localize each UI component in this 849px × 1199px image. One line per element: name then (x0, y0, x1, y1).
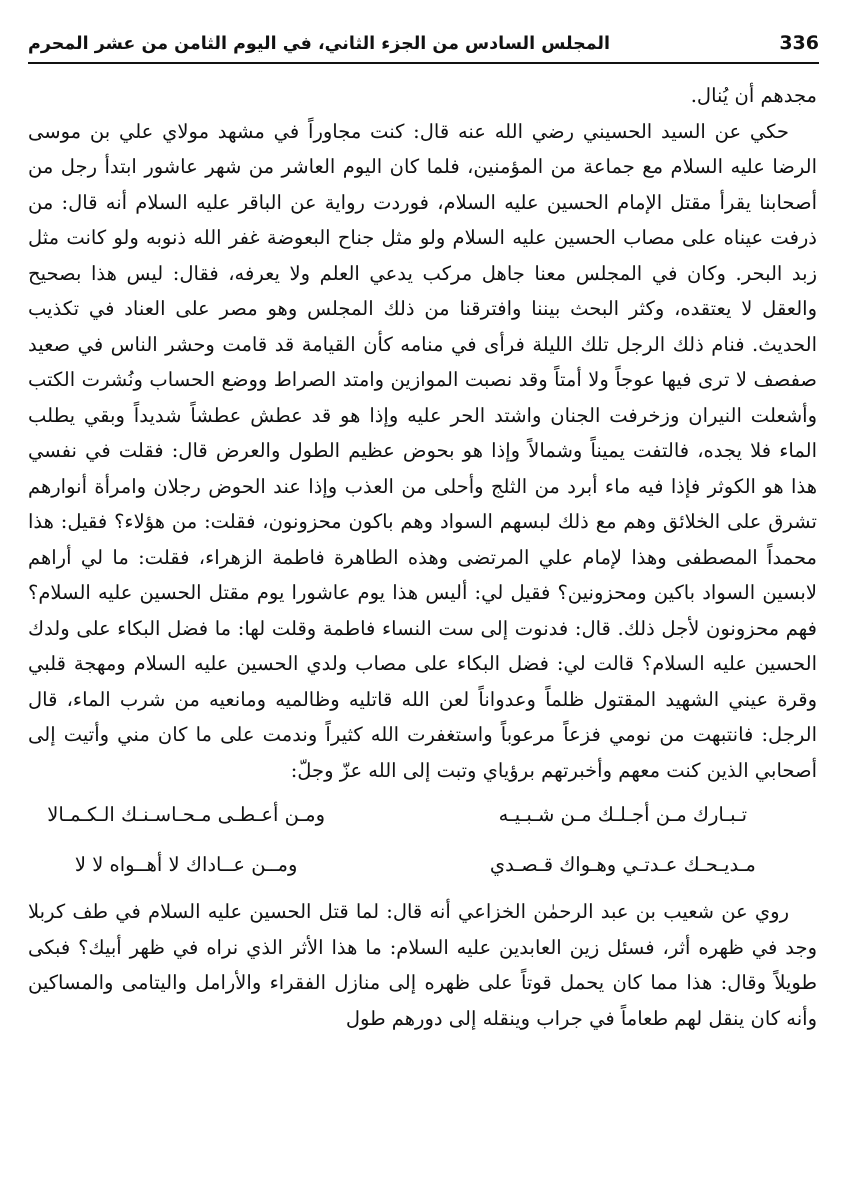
paragraph-narration: روي عن شعيب بن عبد الرحمٰن الخزاعي أنه قال: لما قتل الحسين عليه السلام في طف كربلا وجد في ظهره أثر، فسئل زين العابدين عليه السلام: ما هذا الأثر الذي نراه في ظهر أبيك؟ فبكى طويلاً وقال: هذا مما كان يحمل قوتاً على ظهره إلى منازل الفقراء والأرامل واليتامى والمساكين وأنه كان ينقل لهم طعاماً في جراب وينقله إلى دورهم طول (28, 900, 817, 1030)
page-number: 336 (779, 32, 819, 54)
verse-first-hemistich: مـديـحـك عـدتـي وهـواك قـصـدي (489, 853, 756, 877)
main-text (28, 78, 817, 1036)
verse-first-hemistich: تـبـارك مـن أجـلـك مـن شـبـيـه (498, 803, 748, 827)
running-title: المجلس السادس من الجزء الثاني، في اليوم الثامن من عشر المحرم (28, 34, 611, 54)
verse-second-hemistich: ومــن عــاداك لا أهــواه لا لا (74, 853, 298, 877)
verse-line (28, 840, 817, 890)
verse-second-hemistich: ومـن أعـطـى مـحـاسـنـك الـكـمـالا (47, 803, 326, 827)
paragraph-continuation: مجدهم أن يُنال. (690, 84, 817, 107)
poem-verses (28, 790, 817, 890)
page-header (28, 28, 819, 64)
verse-line (28, 790, 817, 840)
paragraph-story: حكي عن السيد الحسيني رضي الله عنه قال: كنت مجاوراً في مشهد مولاي علي بن موسى الرضا عليه السلام مع جماعة من المؤمنين، فلما كان اليوم العاشر من شهر عاشور ابتدأ رجل من أصحابنا يقرأ مقتل الإمام الحسين عليه السلام، فوردت رواية عن الباقر عليه السلام أنه قال: من ذرفت عيناه على مصاب الحسين عليه السلام ولو مثل جناح البعوضة غفر الله ذنوبه ولو كانت مثل زبد البحر. وكان في المجلس معنا جاهل مركب يدعي العلم ولا يعرفه، فقال: ليس هذا بصحيح والعقل لا يعتقده، وكثر البحث بيننا وافترقنا من ذلك المجلس وهو مصر على العناد في تكذيب الحديث. فنام ذلك الرجل تلك الليلة فرأى في منامه كأن القيامة قد قامت وحشر الناس في صعيد صفصف لا ترى فيها عوجاً ولا أمتاً وقد نصبت الموازين وامتد الصراط ووضع الحساب ونُشرت الكتب وأشعلت النيران وزخرفت الجنان واشتد الحر عليه وإذا هو قد عطش عطشاً شديداً وبقي يطلب الماء فلا يجده، فالتفت يميناً وشمالاً وإذا هو بحوض عظيم الطول والعرض قال: فقلت في نفسي هذا هو الكوثر فإذا فيه ماء أبرد من الثلج وأحلى من العذب وإذا عند الحوض رجلان وامرأة أنوارهم تشرق على الخلائق وهم مع ذلك لبسهم السواد وهم باكون محزونون، فقلت: من هؤلاء؟ فقيل: هذا محمداً المصطفى وهذا لإمام علي المرتضى وهذه الطاهرة فاطمة الزهراء، فقلت: ما لي أراهم لابسين السواد باكين ومحزونين؟ فقيل لي: أليس هذا يوم عاشورا يوم مقتل الحسين عليه السلام؟ فهم محزونون لأجل ذلك. قال: فدنوت إلى ست النساء فاطمة وقلت لها: ما فضل البكاء على ولدك الحسين عليه السلام؟ قالت لي: فضل البكاء على مصاب ولدي الحسين عليه السلام ومهجة قلبي وقرة عيني الشهيد المقتول ظلماً وعدواناً لعن الله قاتليه وظالميه ومانعيه من شرب الماء، قال الرجل: فانتبهت من نومي فزعاً مرعوباً واستغفرت الله كثيراً وندمت على ما كان مني وأتيت إلى أصحابي الذين كنت معهم وأخبرتهم برؤياي وتبت إلى الله عزّ وجلّ: (28, 119, 817, 782)
